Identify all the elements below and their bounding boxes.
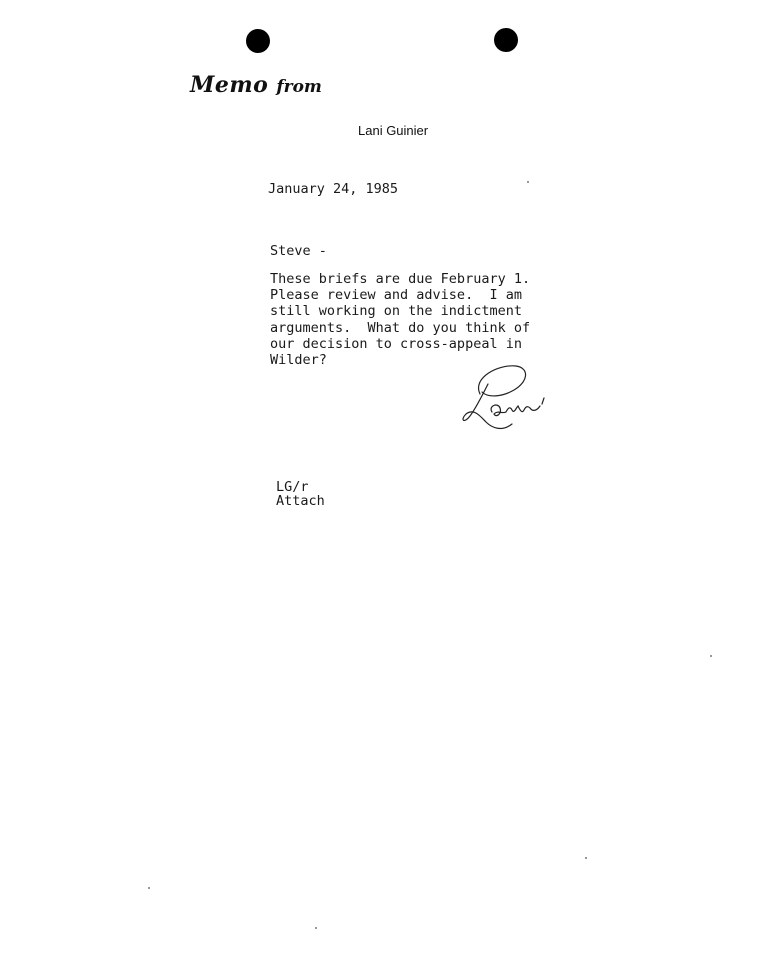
paper-speck xyxy=(710,655,712,657)
body-line: still working on the indictment xyxy=(270,303,522,320)
body-line: Wilder? xyxy=(270,352,327,369)
handwritten-signature xyxy=(458,356,568,436)
memo-title: Memo xyxy=(190,72,269,98)
paper-speck xyxy=(148,887,150,889)
punch-hole-right xyxy=(494,28,518,52)
memo-body xyxy=(270,271,530,368)
sender-name: Lani Guinier xyxy=(358,123,429,138)
punch-hole-left xyxy=(246,29,270,53)
salutation: Steve - xyxy=(270,243,327,259)
body-line: our decision to cross-appeal in xyxy=(270,335,522,352)
paper-speck xyxy=(585,857,587,859)
typist-initials: LG/r xyxy=(276,479,309,495)
enclosure-note: Attach xyxy=(276,493,325,509)
memo-date: January 24, 1985 xyxy=(268,181,399,197)
memo-from-label: from xyxy=(276,77,322,97)
body-line: Please review and advise. I am xyxy=(270,287,522,304)
body-line: These briefs are due February 1. xyxy=(270,271,531,287)
body-line: arguments. What do you think of xyxy=(270,319,531,336)
paper-speck xyxy=(315,927,317,929)
paper-speck xyxy=(527,181,529,183)
memo-letterhead xyxy=(190,72,322,98)
